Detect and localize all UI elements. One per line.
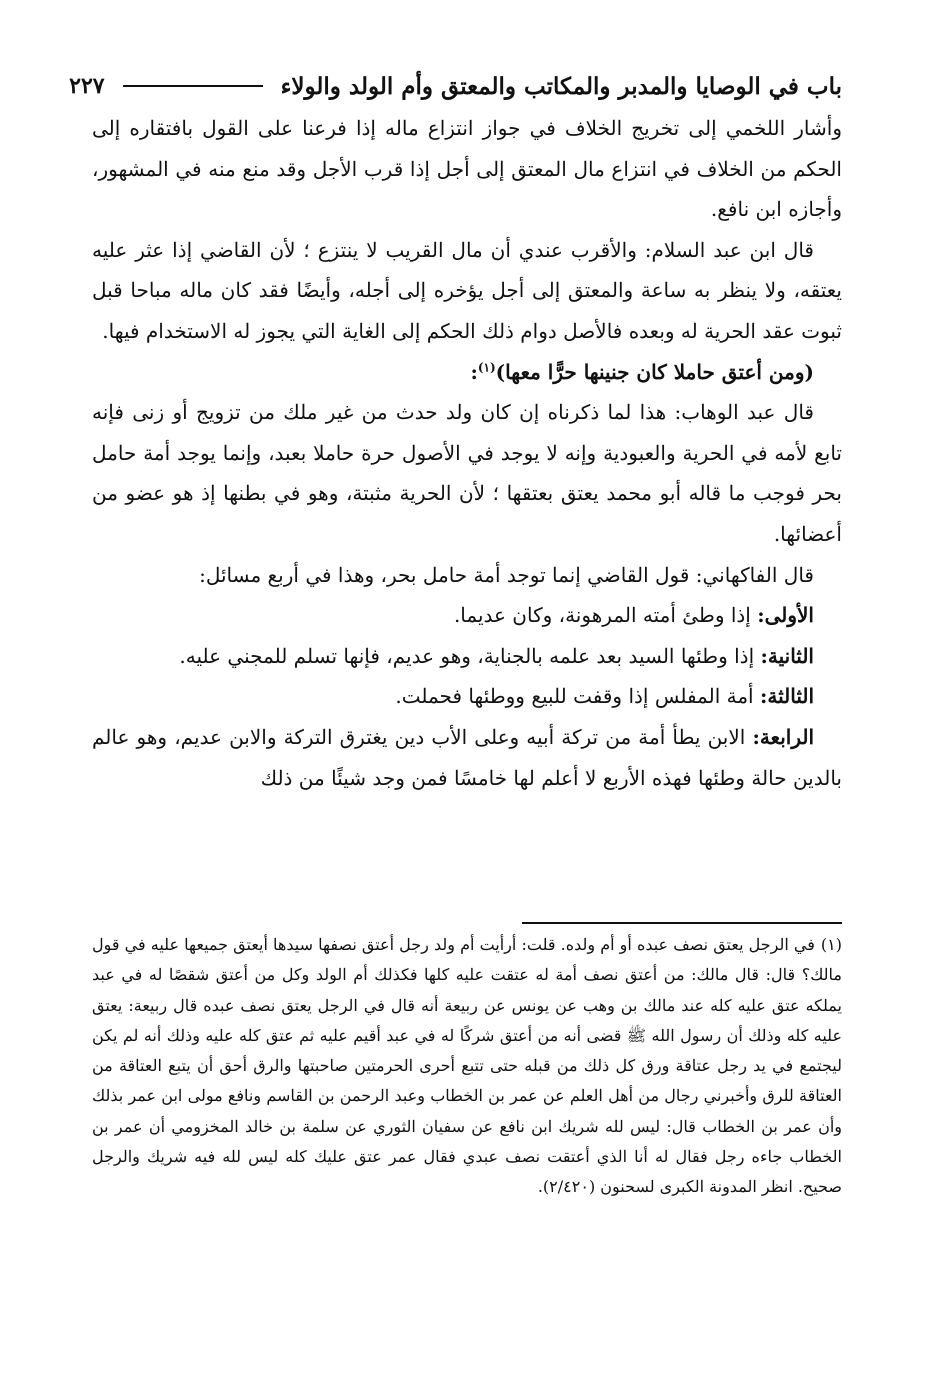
case-item xyxy=(92,676,842,717)
main-text xyxy=(92,108,842,798)
case-text: إذا وطئها السيد بعد علمه بالجناية، وهو عديم، فإنها تسلم للمجني عليه. xyxy=(179,643,761,668)
footnote-reference[interactable]: (١) xyxy=(477,359,496,374)
case-lead: الثانية: xyxy=(760,643,814,668)
section-heading-colon: : xyxy=(470,359,478,384)
paragraph: قال ابن عبد السلام: والأقرب عندي أن مال القريب لا ينتزع ؛ لأن القاضي إذا عثر عليه يعتقه، ولا ينظر به ساعة والمعتق إلى أجل يؤخره إلى أجله، وأيضًا فقد كان ماله مباحا قبل ثبوت عقد الحرية له وبعده فالأصل دوام ذلك الحكم إلى الغاية التي يجوز له الاستخدام فيها. xyxy=(92,237,842,343)
footnote-text: في الرجل يعتق نصف عبده أو أم ولده. قلت: أرأيت أم ولد رجل أعتق نصفها سيدها أيعتق جميعها عليه في قول مالك؟ قال: قال مالك: من أعتق نصف أمة له عتقت عليه كلها فكذلك أم الولد وكل من أعتق شقصًا له في عبد يملكه عتق عليه كله عند مالك بن وهب عن يونس عن ربيعة أنه قال في الرجل يعتق نصف عبده قال ربيعة: يعتق عليه كله وذلك أن رسول الله ﷺ قضى أنه من أعتق شركًا له في عبد أقيم عليه ثم عتق كله عليه وذلك أنه لم يكن ليجتمع في يد رجل عتاقة ورق كل ذلك من قبله حتى تتبع أحرى الحرمتين صاحبتها والرق أحق أن يتبع العتاقة من العتاقة للرق وأخبرني رجال من أهل العلم عن عمر بن الخطاب وعبد الرحمن بن القاسم ونافع مولى ابن عمر بذلك وأن عمر بن الخطاب قال: ليس لله شريك ابن نافع عن سفيان الثوري عن سلمة بن خالد المخزومي أن عمر بن الخطاب جاءه رجل فقال له أنا الذي أعتقت نصف عبدي فقال عمر عتق عليك كله ليس لله فيه شريك والرجل صحيح. انظر المدونة الكبرى لسحنون (٢/٤٢٠). xyxy=(92,935,843,1197)
case-text: أمة المفلس إذا وقفت للبيع ووطئها فحملت. xyxy=(395,684,760,709)
page-number: ٢٢٧ xyxy=(69,73,105,99)
footnote-marker: (١) xyxy=(820,935,842,954)
section-heading xyxy=(92,352,842,393)
case-text: إذا وطئ أمته المرهونة، وكان عديما. xyxy=(453,603,758,628)
paragraph: قال عبد الوهاب: هذا لما ذكرناه إن كان ولد حدث من غير ملك من تزويج أو زنى فإنه تابع لأمه في الحرية والعبودية وإنه لا يوجد في الأصول حرة حاملا بعبد، وإنما يوجد أمة حامل بحر فوجب ما قاله أبو محمد يعتق بعتقها ؛ لأن الحرية مثبتة، وهو في بطنها إذ هو عضو من أعضائها. xyxy=(92,400,842,546)
case-item xyxy=(92,595,842,636)
paragraph: قال الفاكهاني: قول القاضي إنما توجد أمة حامل بحر، وهذا في أربع مسائل: xyxy=(199,562,814,587)
footnotes xyxy=(92,930,842,1203)
chapter-title: باب في الوصايا والمدبر والمكاتب والمعتق وأم الولد والولاء xyxy=(280,72,842,100)
case-item xyxy=(92,717,842,798)
section-heading-text: (ومن أعتق حاملا كان جنينها حرًّا معها) xyxy=(495,359,814,384)
footnote-separator xyxy=(522,922,842,924)
book-page xyxy=(69,66,843,1349)
case-lead: الثالثة: xyxy=(759,684,814,709)
case-lead: الأولى: xyxy=(757,603,814,628)
header-rule xyxy=(123,85,263,87)
case-lead: الرابعة: xyxy=(752,724,814,749)
case-text: الابن يطأ أمة من تركة أبيه وعلى الأب دين يغترق التركة والابن عديم، وهو عالم بالدين حالة وطئها فهذه الأربع لا أعلم لها خامسًا فمن وجد شيئًا من ذلك xyxy=(92,724,842,790)
running-header xyxy=(69,66,842,106)
paragraph: وأشار اللخمي إلى تخريج الخلاف في جواز انتزاع ماله إذا فرعنا على القول بافتقاره إلى الحكم من الخلاف في انتزاع مال المعتق إلى أجل إذا قرب الأجل وقد منع منه في المشهور، وأجازه ابن نافع. xyxy=(92,116,842,222)
case-item xyxy=(92,636,842,677)
footnote xyxy=(92,930,842,1203)
